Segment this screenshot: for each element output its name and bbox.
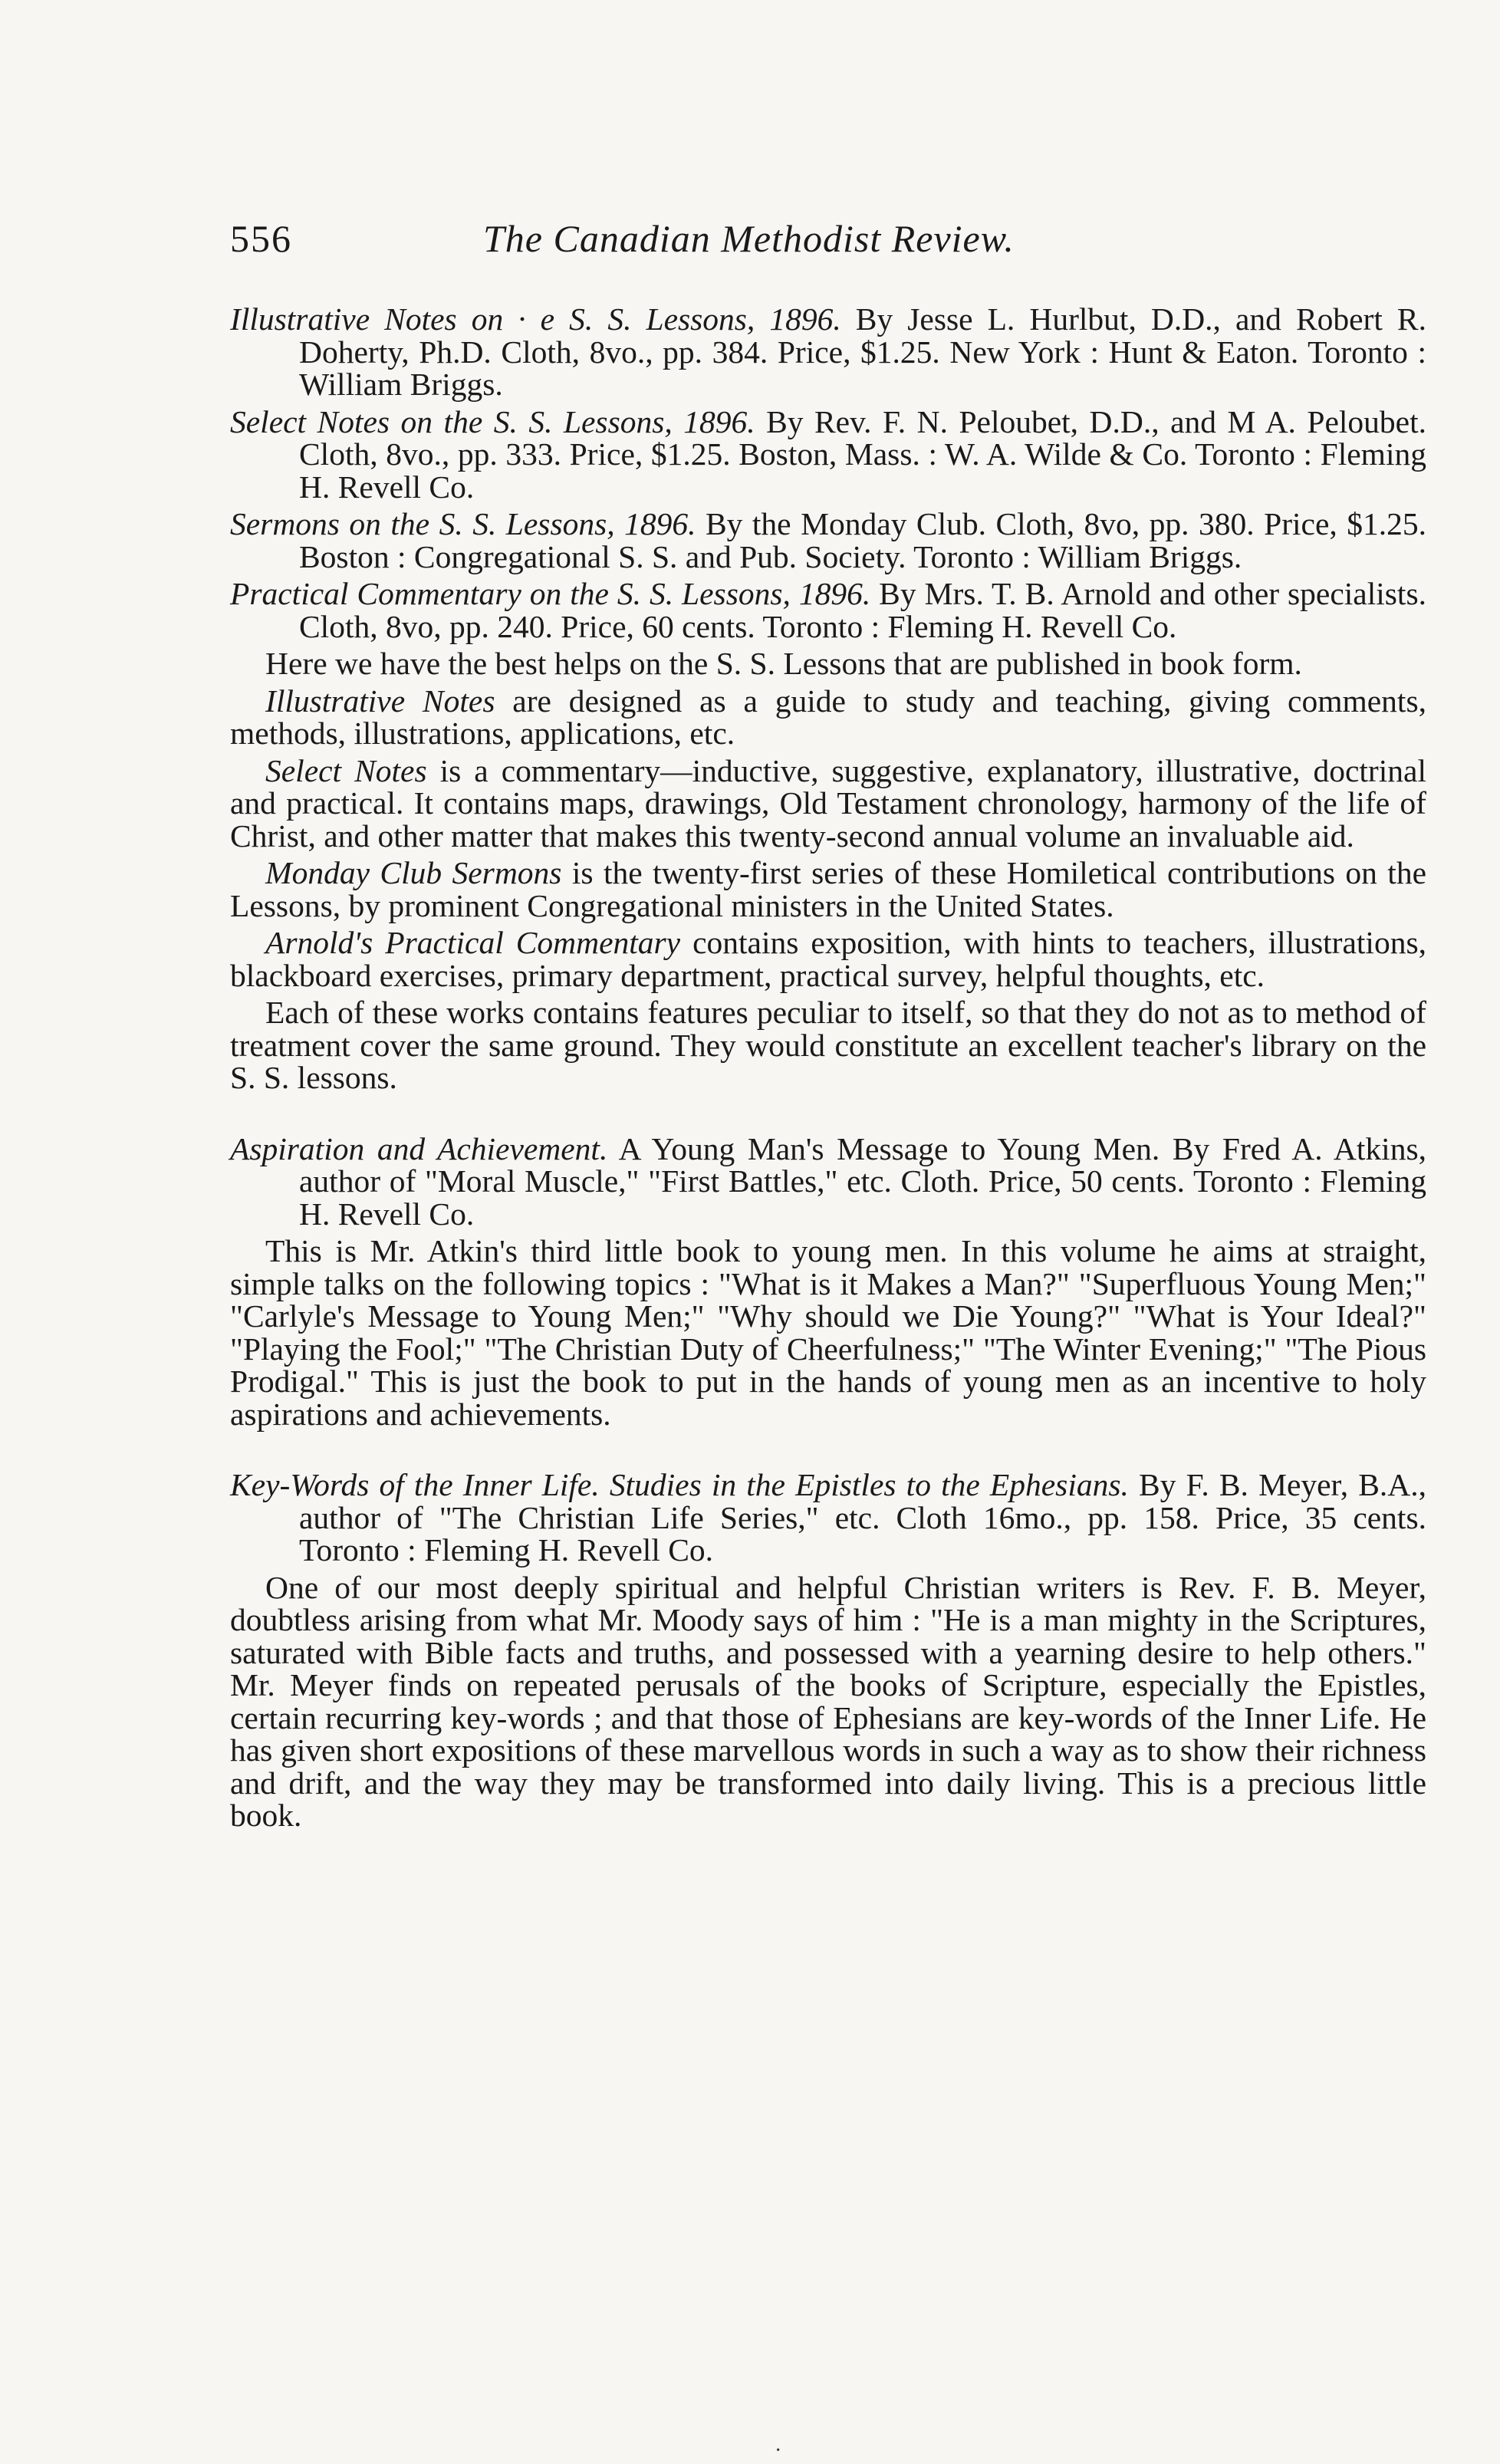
review-paragraph: One of our most deeply spiritual and helpful Christian writers is Rev. F. B. Meyer, doubtless arising from what Mr. Moody says of him : "He is a man mighty in the Scriptures, saturated with Bible facts and truths, and possessed with a yearning desire to help others." Mr. Meyer finds on repeated perusals of the books of Scripture, especially the Epistles, certain recurring key-words ; and that those of Ephesians are key-words of the Inner Life. He has given short expositions of these marvellous words in such a way as to show their richness and drift, and the way they may be transformed into daily living. This is a precious little book.: [230, 1569, 1426, 1833]
running-title: The Canadian Methodist Review.: [483, 217, 1015, 260]
book-entry: [230, 577, 1426, 643]
book-details: By Rev. F. N. Peloubet, D.D., and M A. Peloubet. Cloth, 8vo., pp. 333. Price, $1.25. Boston, Mass. : W. A. Wilde & Co. Toronto : Fleming H. Revell Co.: [299, 403, 1426, 505]
review-paragraph: Each of these works contains features peculiar to itself, so that they do not as to method of treatment cover the same ground. They would constitute an excellent teacher's library on the S. S. lessons.: [230, 995, 1426, 1095]
book-details: A Young Man's Message to Young Men. By Fred A. Atkins, author of "Moral Muscle," "First Battles," etc. Cloth. Price, 50 cents. Toronto : Fleming H. Revell Co.: [299, 1130, 1426, 1232]
book-title-inline: Monday Club Sermons: [265, 855, 562, 890]
section-gap: [230, 1435, 1426, 1469]
book-title: Illustrative Notes on · e S. S. Lessons, 1896.: [230, 301, 841, 337]
book-details: By F. B. Meyer, B.A., author of "The Christian Life Series," etc. Cloth 16mo., pp. 158. Price, 35 cents. Toronto : Fleming H. Revell Co.: [299, 1467, 1427, 1568]
book-title-inline: Arnold's Practical Commentary: [265, 925, 681, 960]
review-paragraph: Arnold's Practical Commentary contains exposition, with hints to teachers, illustrations, blackboard exercises, primary department, practical survey, helpful thoughts, etc.: [230, 925, 1426, 993]
book-entry: [230, 508, 1426, 573]
book-title: Aspiration and Achievement.: [230, 1130, 608, 1166]
book-entry: [230, 1469, 1426, 1567]
book-title-inline: Illustrative Notes: [265, 683, 495, 719]
book-title: Select Notes on the S. S. Lessons, 1896.: [230, 403, 755, 439]
book-title-inline: Select Notes: [265, 752, 427, 788]
review-paragraph: Here we have the best helps on the S. S. Lessons that are published in book form.: [265, 646, 1302, 681]
book-details: By the Monday Club. Cloth, 8vo, pp. 380. Price, $1.25. Boston : Congregational S. S. and Pub. Society. Toronto : William Briggs.: [299, 506, 1427, 574]
page-body: [230, 303, 1426, 1837]
review-paragraph: This is Mr. Atkin's third little book to young men. In this volume he aims at straight, simple talks on the following topics : "What is it Makes a Man?" "Superfluous Young Men;" "Carlyle's Message to Young Men;" "Why should we Die Young?" "What is Your Ideal?" "Playing the Fool;" "The Christian Duty of Cheerfulness;" "The Winter Evening;" "The Pious Prodigal." This is just the book to put in the hands of young men as an incentive to holy aspirations and achievements.: [230, 1233, 1426, 1432]
page-number: 556: [230, 217, 292, 260]
review-paragraph: Select Notes is a commentary—inductive, suggestive, explanatory, illustrative, doctrinal and practical. It contains maps, drawings, Old Testament chronology, harmony of the life of Christ, and other matter that makes this twenty-second annual volume an invaluable aid.: [230, 752, 1426, 854]
book-details: By Jesse L. Hurlbut, D.D., and Robert R. Doherty, Ph.D. Cloth, 8vo., pp. 384. Price, $1.25. New York : Hunt & Eaton. Toronto : William Briggs.: [299, 301, 1426, 402]
section-gap: [230, 1099, 1426, 1133]
book-title: Practical Commentary on the S. S. Lessons, 1896.: [230, 576, 871, 611]
book-entry: [230, 403, 1426, 505]
book-title: Sermons on the S. S. Lessons, 1896.: [230, 506, 696, 541]
book-details: By Mrs. T. B. Arnold and other specialists. Cloth, 8vo, pp. 240. Price, 60 cents. Toronto : Fleming H. Revell Co.: [299, 576, 1426, 644]
review-paragraph: Monday Club Sermons is the twenty-first series of these Homiletical contributions on the Lessons, by prominent Congregational ministers in the United States.: [230, 855, 1427, 923]
stray-mark: ·: [775, 2439, 782, 2462]
book-entry: [230, 1130, 1426, 1232]
review-paragraph: Illustrative Notes are designed as a guide to study and teaching, giving comments, methods, illustrations, applications, etc.: [230, 683, 1426, 751]
book-entry: [230, 303, 1426, 401]
page-header: [230, 216, 1426, 270]
book-title: Key-Words of the Inner Life. Studies in the Epistles to the Ephesians.: [230, 1467, 1129, 1502]
